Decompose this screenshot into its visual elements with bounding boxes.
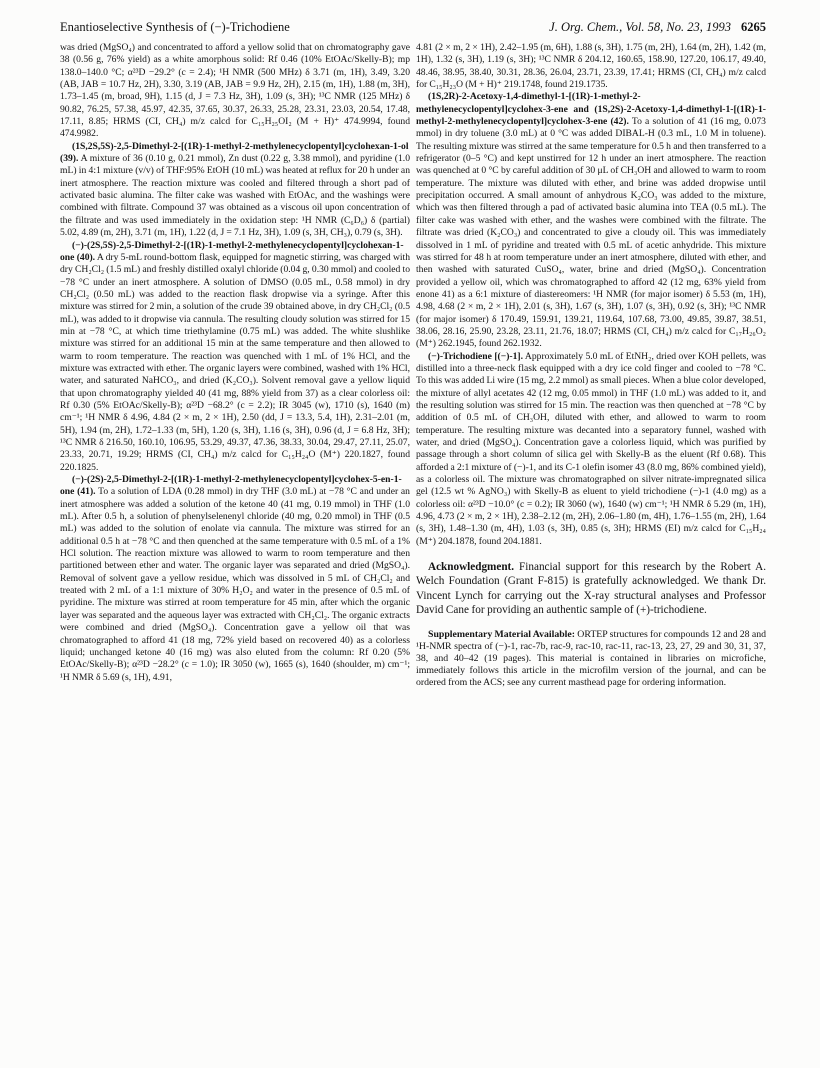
left-column	[60, 42, 410, 684]
paragraph-compound-39	[60, 141, 410, 240]
paragraph-compound-41	[60, 474, 410, 684]
supplementary-material	[416, 629, 766, 689]
paragraph-trichodiene	[416, 351, 766, 549]
compound-40-procedure: A dry 5-mL round-bottom flask, equipped for magnetic stirring, was charged with dry CH₂Cl₂ (1.5 mL) and freshly distilled oxalyl chloride (0.04 g, 0.30 mmol) and cooled to −78 °C under an inert atmosphere. A solution of DMSO (0.05 mL, 0.58 mmol) in dry CH₂Cl₂ (0.50 mL) was added to the reaction flask dropwise via a syringe. After this mixture was stirred for 2 min, a solution of the crude 39 obtained above, in dry CH₂Cl₂ (0.5 mL), was added to it dropwise via cannula. The resulting cloudy solution was stirred for 15 min at −78 °C, at which time triethylamine (0.75 mL) was added. The white slushlike mixture was stirred for an additional 15 min at the same temperature and then allowed to warm to room temperature. The reaction was quenched with 1 mL of 1% HCl, and the mixture was extracted with ether. The organic layers were combined, washed with 1% HCl, water, and saturated NaHCO₃, and dried (K₂CO₃). Solvent removal gave a yellow liquid that upon chromatography yielded 40 (41 mg, 88% yield from 37) as a clear colorless oil: Rf 0.30 (5% EtOAc/Skelly-B); α²³D −68.2° (c = 2.2); IR 3045 (w), 1710 (s), 1640 (m) cm⁻¹; ¹H NMR δ 4.96, 4.84 (2 × m, 2 × 1H), 2.50 (dd, J = 13.3, 5.4, 1H), 2.31–2.01 (m, 5H), 1.94 (m, 2H), 1.72–1.33 (m, 5H), 1.20 (s, 3H), 1.16 (s, 3H), 0.96 (d, J = 6.8 Hz, 3H); ¹³C NMR δ 216.50, 160.10, 106.95, 53.29, 49.37, 47.36, 38.33, 30.04, 29.47, 27.11, 25.07, 23.33, 20.71, 19.29; HRMS (CI, CH₄) m/z calcd for C₁₅H₂₄O (M⁺) 220.1827, found 220.1825.	[60, 251, 410, 473]
compound-39-procedure: A mixture of 36 (0.10 g, 0.21 mmol), Zn dust (0.22 g, 3.38 mmol), and pyridine (1.0 mL) in 4:1 mixture (v/v) of THF:95% EtOH (10 mL) was heated at reflux for 20 h under an inert atmosphere. The reaction mixture was cooled and filtered through a short pad of activated basic alumina. The filter cake was washed with EtOAc, and the washings were combined with filtrate. Compound 37 was obtained as a viscous oil upon concentration of the filtrate and was used immediately in the oxidation step: ¹H NMR (C₆D₆) δ (partial) 5.02, 4.89 (m, 2H), 3.71 (m, 1H), 1.22 (d, J = 7.1 Hz, 3H), 1.09 (s, 3H, CH₃), 0.79 (s, 3H).	[60, 153, 410, 239]
page-number: 6265	[741, 20, 766, 34]
compound-41-heading: (−)-(2S)-2,5-Dimethyl-2-[(1R)-1-methyl-2-methylenecyclopentyl]cyclohex-5-en-1-one (41).	[60, 474, 402, 498]
acknowledgment	[416, 560, 766, 617]
running-header	[60, 20, 766, 38]
supplementary-text: ORTEP structures for compounds 12 and 28 and ¹H-NMR spectra of (−)-1, rac-7b, rac-9, rac-10, rac-11, rac-13, 23, 27, 29 and 30, 31, 37, 38, and 40–42 (19 pages). This material is contained in libraries on microfiche, immediately follows this article in the microfilm version of the journal, and can be ordered from the ACS; see any current masthead page for ordering information.	[416, 628, 766, 689]
journal-citation	[549, 20, 766, 35]
paragraph-41-continued: 4.81 (2 × m, 2 × 1H), 2.42–1.95 (m, 6H), 1.88 (s, 3H), 1.75 (m, 2H), 1.64 (m, 2H), 1.42 (m, 1H), 1.32 (s, 3H), 1.19 (s, 3H); ¹³C NMR δ 204.12, 160.65, 158.90, 127.20, 106.17, 49.40, 48.46, 38.95, 38.40, 30.31, 28.36, 26.04, 23.71, 23.39, 17.41; HRMS (CI, CH₄) m/z calcd for C₁₅H₂₃O (M + H)⁺ 219.1748, found 219.1735.	[416, 42, 766, 91]
acknowledgment-text: Financial support for this research by the Robert A. Welch Foundation (Grant F-815) is gratefully acknowledged. We thank Dr. Vincent Lynch for carrying out the X-ray structural analyses and Professor David Cane for providing an authentic sample of (+)-trichodiene.	[416, 561, 766, 616]
compound-40-heading: (−)-(2S,5S)-2,5-Dimethyl-2-[(1R)-1-methyl-2-methylenecyclopentyl]cyclohexan-1-one (40).	[60, 239, 404, 263]
trichodiene-heading: (−)-Trichodiene [(−)-1].	[428, 350, 523, 362]
acknowledgment-heading: Acknowledgment.	[428, 561, 515, 574]
compound-42-procedure: To a solution of 41 (16 mg, 0.073 mmol) in dry toluene (3.0 mL) at 0 °C was added DIBAL-H (0.3 mL, 1.0 M in toluene). The resulting mixture was stirred at the same temperature for 0.5 h and then transferred to a refrigerator (0–5 °C) and kept unstirred for 12 h under an inert atmosphere. The reaction was quenched at 0 °C by careful addition of 30 μL of CH₃OH and allowed to warm to room temperature. The mixture was diluted with ether, and brine was added dropwise until precipitation occurred. A small amount of anhydrous K₂CO₃ was added to the mixture, which was then filtered through a pad of activated basic alumina into TEA (0.5 mL). The filter cake was washed with ether, and the washes were combined with the filtrate. The filtrate was dried (K₂CO₃) and concentrated to give a cloudy oil. This was immediately dissolved in 1 mL of pyridine and treated with 0.5 mL of acetic anhydride. This mixture was stirred for 48 h at room temperature under an inert atmosphere, diluted with ether, and then washed with saturated CuSO₄, water, brine and dried (MgSO₄). Concentration provided a yellow oil, which was chromatographed to afford 42 (12 mg, 63% yield from enone 41) as a 6:1 mixture of diastereomers: ¹H NMR (for major isomer) δ 5.53 (m, 1H), 4.98, 4.68 (2 × m, 2 × 1H), 2.01 (s, 3H), 1.67 (s, 3H), 1.07 (s, 3H), 0.92 (s, 3H); ¹³C NMR (for major isomer) δ 170.49, 159.91, 139.21, 119.64, 107.68, 73.00, 49.85, 39.87, 38.51, 38.06, 28.16, 25.90, 23.28, 23.11, 21.76, 18.07; HRMS (CI, CH₄) m/z calcd for C₁₇H₂₆O₂ (M⁺) 262.1945, found 262.1932.	[416, 116, 766, 350]
running-title: Enantioselective Synthesis of (−)-Trichodiene	[60, 20, 290, 34]
paragraph-compound-40	[60, 240, 410, 475]
paragraph-compound-42	[416, 91, 766, 350]
compound-42-heading: (1S,2R)-2-Acetoxy-1,4-dimethyl-1-[(1R)-1-methyl-2-methylenecyclopentyl]cyclohex-3-ene and (1S,2S)-2-Acetoxy-1,4-dimethyl-1-[(1R)-1-methyl-2-methylenecyclopentyl]cyclohex-3-ene (42).	[416, 91, 766, 128]
compound-41-procedure: To a solution of LDA (0.28 mmol) in dry THF (3.0 mL) at −78 °C and under an inert atmosphere was added a solution of the ketone 40 (41 mg, 0.19 mmol) in THF (1.0 mL). After 0.5 h, a solution of phenylselenenyl chloride (40 mg, 0.20 mmol) in THF (0.5 mL) was added to the solution of enolate via cannula. The mixture was stirred for an additional 0.5 h at −78 °C and then quenched at the same temperature with 0.5 mL of a 1% HCl solution. The reaction mixture was allowed to warm to room temperature and then partitioned between ether and water. The organic layer was separated and dried (MgSO₄). Removal of solvent gave a yellow residue, which was dissolved in 5 mL of CH₂Cl₂ and treated with 2 mL of a 1:1 mixture of 30% H₂O₂ and water in the presence of 0.5 mL of pyridine. The mixture was stirred at room temperature for 45 min, after which the organic layer was separated and the aqueous layer was extracted with CH₂Cl₂. The organic extracts were combined and dried (MgSO₄). Concentration gave a yellow oil that was chromatographed to afford 41 (18 mg, 72% yield based on recovered 40) as a colorless liquid; unchanged ketone 40 (16 mg) was also eluted from the column: Rf 0.20 (5% EtOAc/Skelly-B); α²³D −28.2° (c = 1.0); IR 3050 (w), 1665 (s), 1640 (shoulder, m) cm⁻¹; ¹H NMR δ 5.69 (s, 1H), 4.91,	[60, 486, 410, 683]
trichodiene-procedure: Approximately 5.0 mL of EtNH₂, dried over KOH pellets, was distilled into a three-neck flask equipped with a dry ice cold finger and cooled to −78 °C. To this was added Li wire (15 mg, 2.2 mmol) as small pieces. When a blue color developed, the mixture of allyl acetates 42 (12 mg, 0.05 mmol) in THF (1.0 mL) was added to it, and the resulting solution was stirred for 15 min. The reaction was then quenched at −78 °C by addition of 0.5 mL of CH₃OH, diluted with ether, and allowed to warm to room temperature. The resulting mixture was decanted into a separatory funnel, washed with water, and dried (MgSO₄). Concentration gave a colorless liquid, which was purified by passage through a short column of silica gel with Skelly-B as the eluent (Rf 0.68). This afforded a 2:1 mixture of (−)-1, and its C-1 olefin isomer 43 (8.0 mg, 86% combined yield), as a colorless oil. The mixture was chromatographed on silver nitrate-impregnated silica gel (12.5 wt % AgNO₃) with Skelly-B as eluent to yield trichodiene (−)-1 (4.0 mg) as a colorless oil: α²³D −10.0° (c = 0.2); IR 3060 (w), 1640 (w) cm⁻¹; ¹H NMR δ 5.29 (m, 1H), 4.96, 4.73 (2 × m, 2 × 1H), 2.38–2.12 (m, 2H), 2.06–1.80 (m, 4H), 1.76–1.55 (m, 2H), 1.64 (s, 3H), 1.48–1.30 (m, 4H), 1.03 (s, 3H), 0.85 (s, 3H); HRMS (EI) m/z calcd for C₁₅H₂₄ (M⁺) 204.1878, found 204.1881.	[416, 350, 766, 547]
supplementary-heading: Supplementary Material Available:	[428, 628, 575, 640]
right-column	[416, 42, 766, 689]
compound-39-heading: (1S,2S,5S)-2,5-Dimethyl-2-[(1R)-1-methyl-2-methylenecyclopentyl]cyclohexan-1-ol (39).	[60, 140, 409, 165]
paragraph-38-continued: was dried (MgSO₄) and concentrated to afford a yellow solid that on chromatography gave 38 (0.56 g, 76% yield) as a white amorphous solid: Rf 0.46 (10% EtOAc/Skelly-B); mp 138.0–140.0 °C; α²³D −29.2° (c = 2.4); ¹H NMR (500 MHz) δ 3.71 (m, 1H), 3.49, 3.20 (AB, JAB = 10.7 Hz, 2H), 3.30, 3.19 (AB, JAB = 9.9 Hz, 2H), 2.15 (m, 1H), 1.88 (m, 3H), 1.73–1.45 (m, broad, 9H), 1.15 (d, J = 7.3 Hz, 3H), 1.09 (s, 3H); ¹³C NMR (125 MHz) δ 90.82, 76.25, 57.38, 45.97, 42.35, 37.65, 30.37, 26.33, 25.28, 23.31, 23.03, 20.54, 17.48, 17.11, 8.85; HRMS (CI, CH₄) m/z calcd for C₁₅H₂₅OI₂ (M + H)⁺ 474.9994, found 474.9982.	[60, 42, 410, 140]
journal-name: J. Org. Chem., Vol. 58, No. 23, 1993	[549, 20, 731, 34]
